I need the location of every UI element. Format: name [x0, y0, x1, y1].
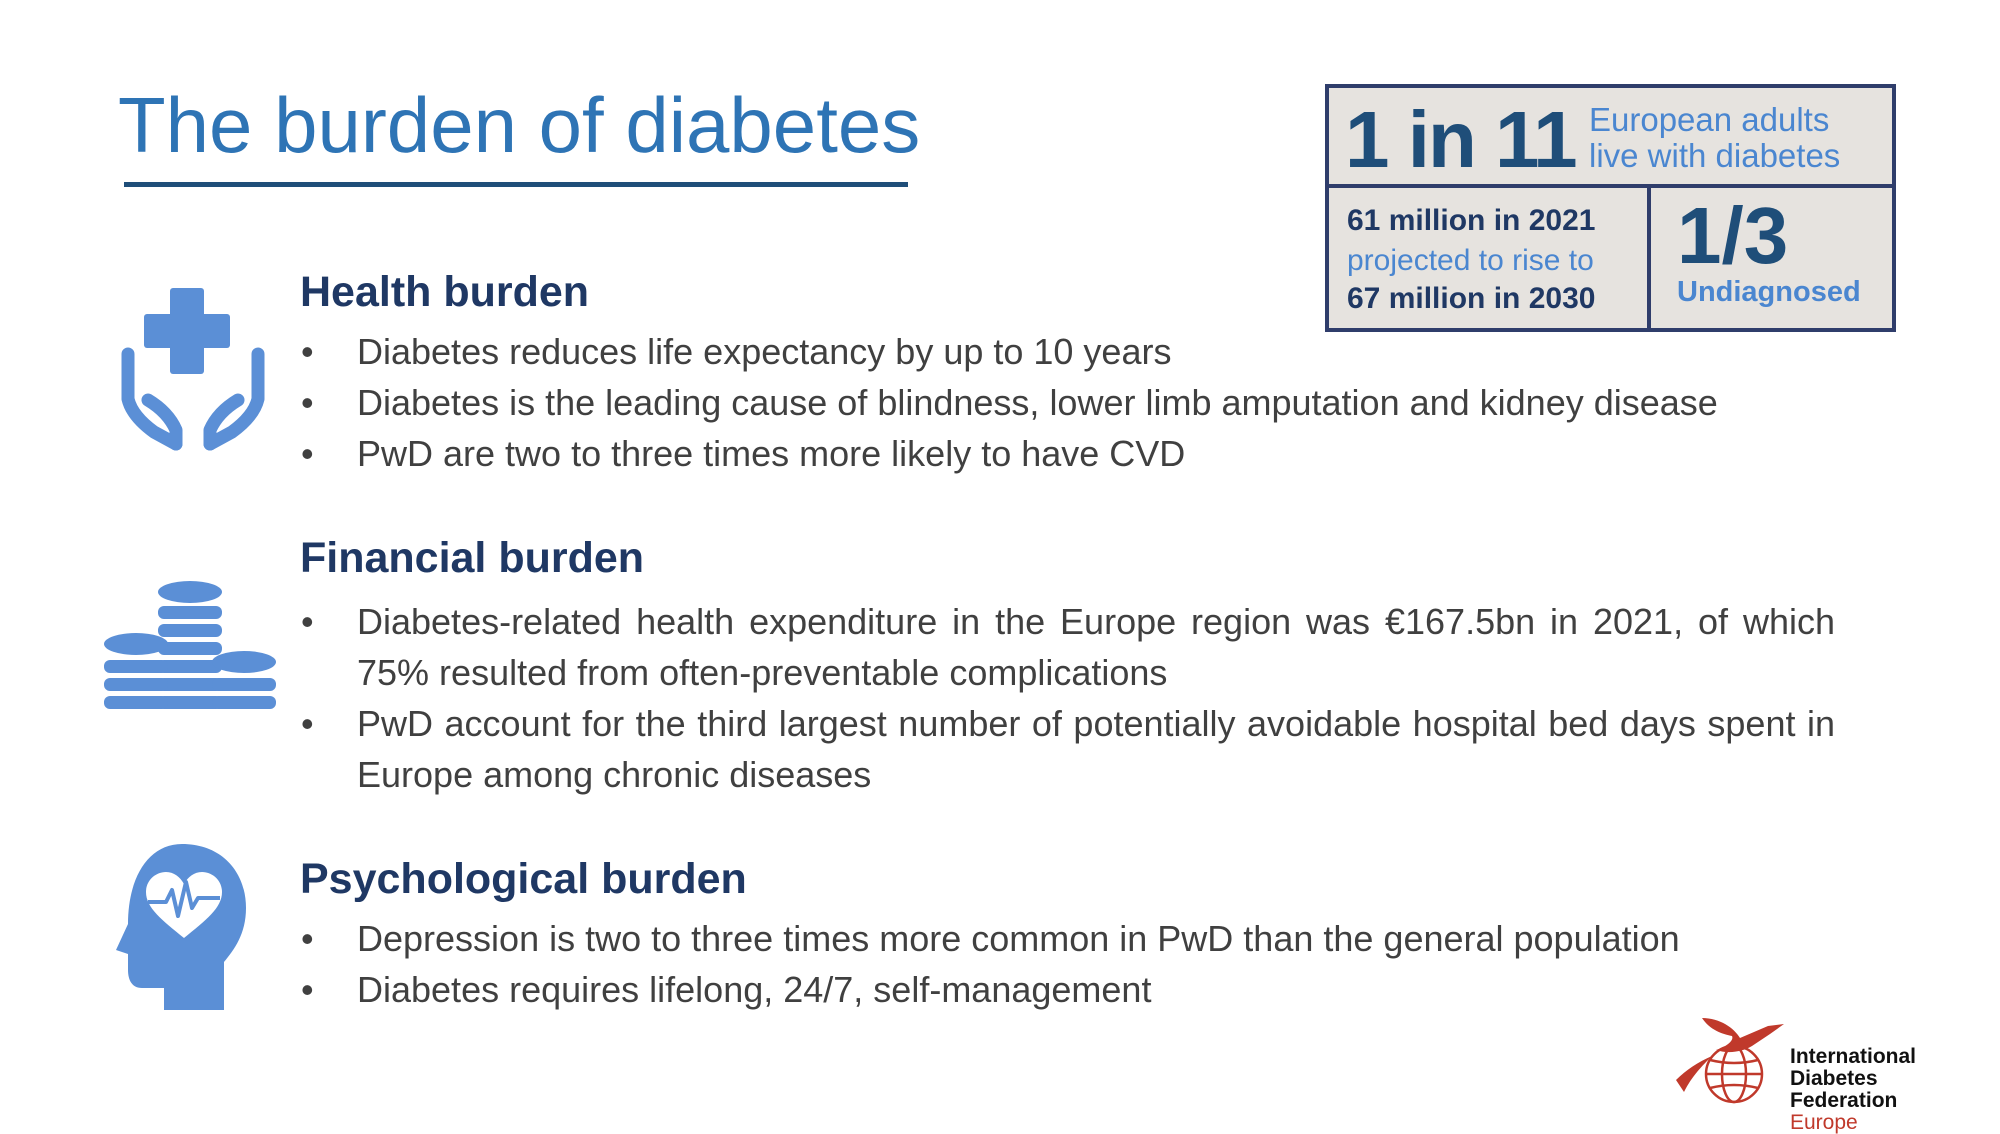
stat-projected: projected to rise to	[1347, 244, 1594, 277]
psychological-bullets	[295, 913, 1835, 1015]
heading-health-burden: Health burden	[300, 268, 590, 316]
list-item	[295, 698, 1835, 800]
bullet-text: Diabetes is the leading cause of blindness, lower limb amputation and kidney disease	[357, 382, 1718, 423]
bullet-dot: •	[301, 703, 314, 744]
list-item	[295, 596, 1835, 698]
stat-ratio-desc-line1: European adults	[1589, 101, 1830, 138]
stats-top-row	[1329, 88, 1892, 188]
page-title: The burden of diabetes	[118, 81, 921, 169]
stats-box	[1325, 84, 1896, 332]
bullet-dot: •	[301, 601, 314, 642]
bullet-dot: •	[301, 433, 314, 474]
stat-fraction: 1/3	[1677, 191, 1789, 280]
stat-ratio: 1 in 11	[1345, 95, 1576, 184]
financial-bullets	[295, 596, 1835, 800]
title-underline	[124, 182, 908, 187]
bullet-text: Diabetes reduces life expectancy by up to 10 years	[357, 331, 1172, 372]
hands-medical-cross-icon	[118, 284, 268, 456]
logo-line1: International	[1790, 1045, 1917, 1068]
bullet-text: Depression is two to three times more common in PwD than the general population	[357, 918, 1680, 959]
bullet-text: PwD account for the third largest number of potentially avoidable hospital bed days spent in Europe among chronic diseases	[357, 703, 1835, 795]
logo-line2: Diabetes Federation	[1790, 1067, 1898, 1112]
stat-ratio-desc-line2: live with diabetes	[1589, 137, 1841, 174]
bullet-dot: •	[301, 382, 314, 423]
list-item	[295, 913, 1835, 964]
bullet-dot: •	[301, 918, 314, 959]
stat-undiagnosed: Undiagnosed	[1677, 276, 1861, 308]
hummingbird-globe-icon	[1672, 1010, 1787, 1110]
list-item	[295, 377, 1835, 428]
health-bullets	[295, 326, 1835, 479]
idf-europe-logo	[1672, 1010, 1982, 1134]
head-heartbeat-icon	[112, 842, 248, 1012]
bullet-text: PwD are two to three times more likely to have CVD	[357, 433, 1186, 474]
bullet-text: Diabetes-related health expenditure in the Europe region was €167.5bn in 2021, of which 75% resulted from often-preventable complications	[357, 601, 1835, 693]
bullet-dot: •	[301, 331, 314, 372]
heading-psychological-burden: Psychological burden	[300, 855, 747, 903]
stat-ratio-description	[1589, 102, 1840, 174]
stats-millions-cell	[1329, 188, 1651, 328]
coin-stacks-icon	[104, 580, 276, 720]
stat-millions-2021: 61 million in 2021	[1347, 204, 1596, 237]
list-item	[295, 964, 1835, 1015]
bullet-dot: •	[301, 969, 314, 1010]
list-item	[295, 326, 1835, 377]
heading-financial-burden: Financial burden	[300, 534, 645, 582]
logo-line3: Europe	[1790, 1111, 1858, 1134]
bullet-text: Diabetes requires lifelong, 24/7, self-management	[357, 969, 1152, 1010]
list-item	[295, 428, 1835, 479]
stat-millions-2030: 67 million in 2030	[1347, 282, 1596, 315]
logo-wordmark	[1790, 1046, 1982, 1134]
